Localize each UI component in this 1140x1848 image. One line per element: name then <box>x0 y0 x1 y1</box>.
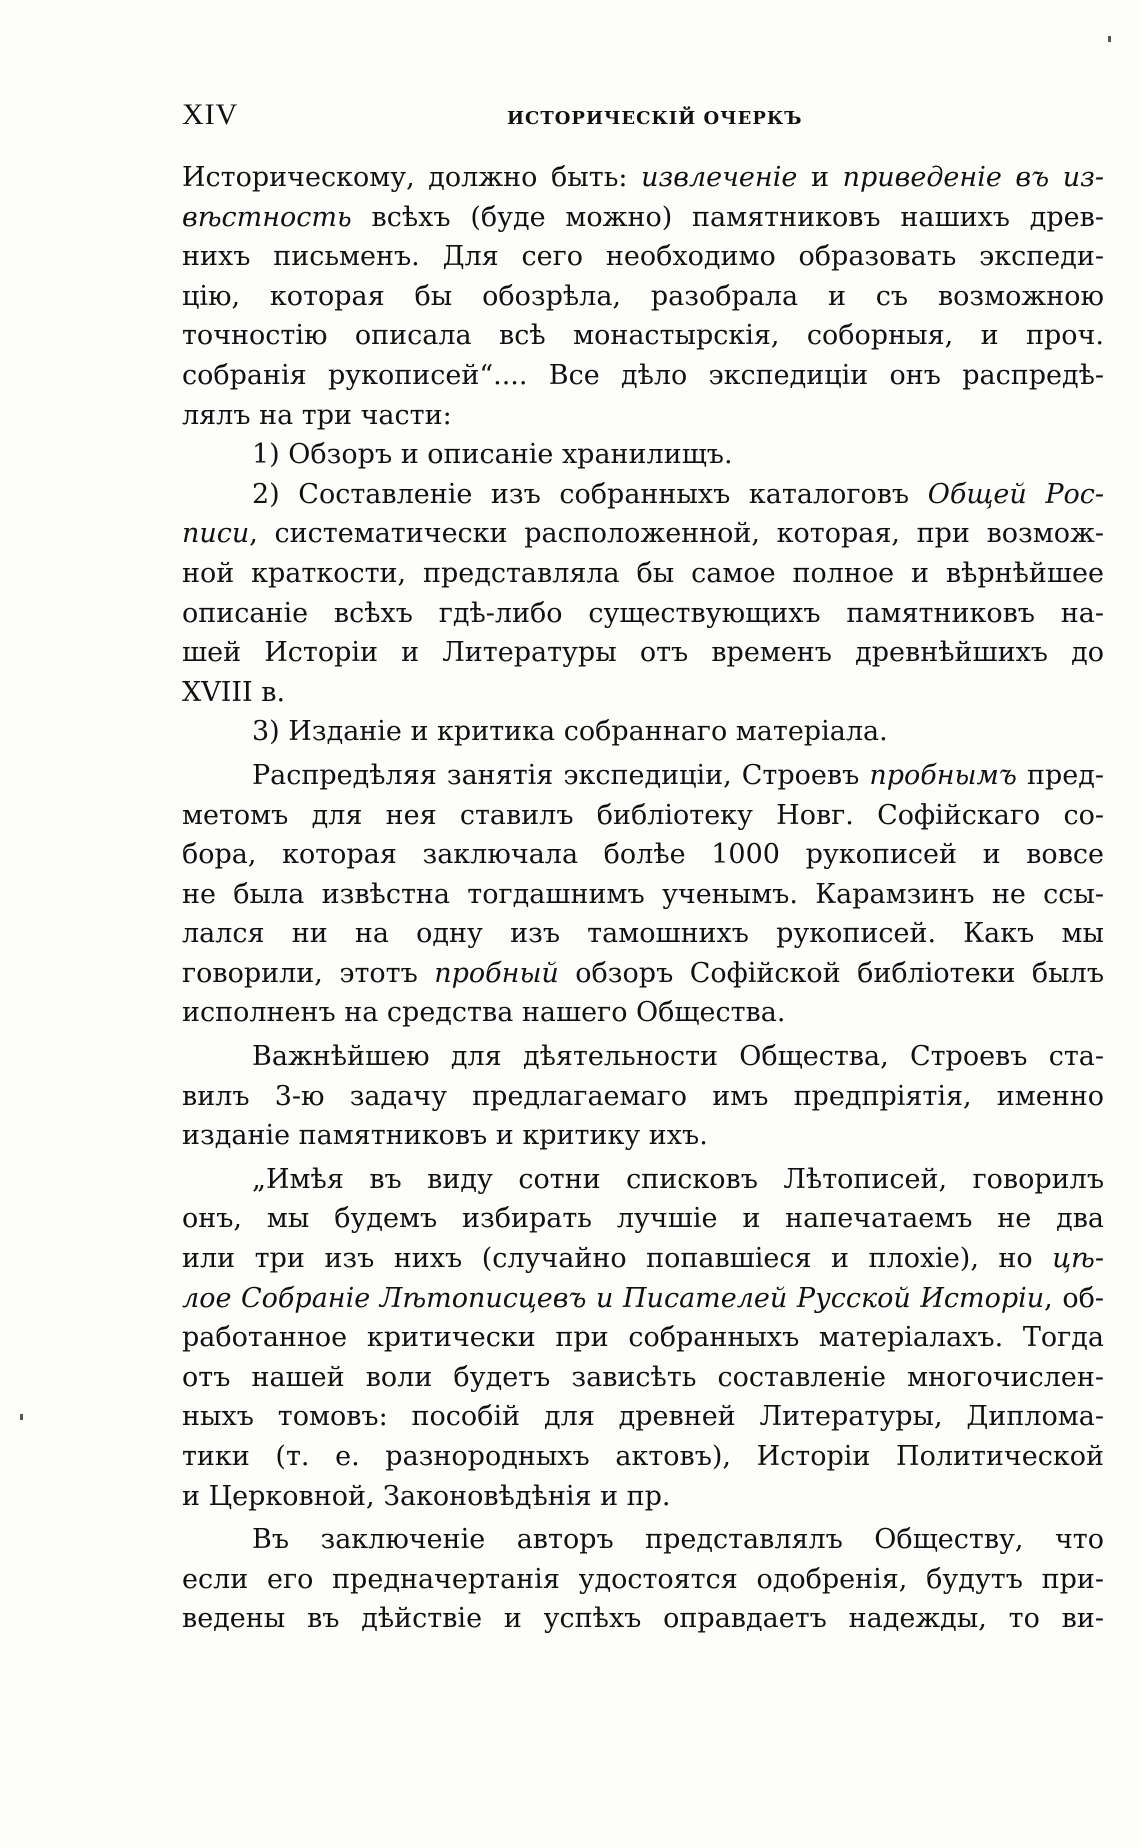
text-run: Въ заключеніе авторъ представлялъ Обществу, что <box>252 1524 1104 1556</box>
margin-mark <box>1108 36 1111 42</box>
text-run: лялъ на три части: <box>182 399 452 431</box>
text-line <box>182 1279 1104 1319</box>
text-line <box>182 594 1104 634</box>
body-text <box>182 158 1104 1639</box>
text-run: ведены въ дѣйствіе и успѣхъ оправдаетъ надежды, то ви- <box>182 1603 1104 1635</box>
text-line <box>182 1437 1104 1477</box>
text-line <box>182 356 1104 396</box>
text-run: и <box>797 162 843 193</box>
italic-text: пробный <box>434 957 559 989</box>
text-run: тики (т. е. разнородныхъ актовъ), Исторіи Политической <box>182 1441 1104 1472</box>
text-run: точностію описала всѣ монастырскія, соборныя, и проч. <box>182 320 1104 352</box>
text-run: 2) Составленіе изъ собранныхъ каталоговъ <box>252 478 928 510</box>
italic-text: писи <box>182 518 250 550</box>
text-line <box>182 475 1104 515</box>
text-line <box>182 277 1104 317</box>
text-line <box>182 1160 1104 1200</box>
text-line <box>182 1199 1104 1239</box>
running-title: ИСТОРИЧЕСКІЙ ОЧЕРКЪ <box>507 108 803 129</box>
text-line <box>182 396 1104 436</box>
text-run: Важнѣйшею для дѣятельности Общества, Строевъ ста- <box>252 1041 1104 1073</box>
text-run: 1) Обзоръ и описаніе хранилищъ. <box>252 439 733 471</box>
text-run: ной краткости, представляла бы самое полное и вѣрнѣйшее <box>182 557 1104 589</box>
text-run: цію, которая бы обозрѣла, разобрала и съ возможною <box>182 280 1104 312</box>
text-run: всѣхъ (буде можно) памятниковъ нашихъ древ- <box>351 201 1104 233</box>
text-run: онъ, мы будемъ избирать лучшіе и напечатаемъ не два <box>182 1203 1104 1235</box>
text-run: исполненъ на средства нашего Общества. <box>182 997 786 1029</box>
text-line <box>182 1599 1104 1639</box>
running-head <box>182 98 1104 138</box>
text-line <box>182 1560 1104 1600</box>
text-run: изданіе памятниковъ и критику ихъ. <box>182 1120 708 1152</box>
text-run: бора, которая заключала болѣе 1000 рукописей и вовсе <box>182 839 1104 871</box>
text-run: метомъ для нея ставилъ библіотеку Новг. Софійскаго со- <box>182 799 1104 831</box>
text-run: , об- <box>1044 1282 1104 1314</box>
text-run: говорили, этотъ <box>182 957 435 989</box>
text-run: или три изъ нихъ (случайно попавшіеся и плохіе), но <box>182 1243 1053 1275</box>
italic-text: цѣ- <box>1052 1243 1104 1275</box>
text-run: если его предначертанія удостоятся одобренія, будутъ при- <box>182 1563 1104 1595</box>
text-line <box>182 435 1104 475</box>
text-line <box>182 796 1104 836</box>
text-run: обзоръ Софійской библіотеки былъ <box>558 957 1104 989</box>
text-line <box>182 914 1104 954</box>
italic-text: пробнымъ <box>869 759 1017 791</box>
text-line <box>182 514 1104 554</box>
text-run: лался ни на одну изъ тамошнихъ рукописей. Какъ мы <box>182 918 1104 950</box>
text-line <box>182 633 1104 673</box>
text-run: 3) Изданіе и критика собраннаго матеріала. <box>252 716 888 748</box>
text-run: отъ нашей воли будетъ зависѣть составленіе многочислен- <box>182 1361 1104 1393</box>
text-line <box>182 198 1104 238</box>
text-line <box>182 1520 1104 1560</box>
text-run: вилъ 3-ю задачу предлагаемаго имъ предпріятія, именно <box>182 1080 1104 1112</box>
text-line <box>182 1318 1104 1358</box>
text-line <box>182 1077 1104 1117</box>
text-run: ныхъ томовъ: пособій для древней Литературы, Диплома- <box>182 1401 1104 1433</box>
text-run: шей Исторіи и Литературы отъ временъ древнѣйшихъ до <box>182 637 1104 669</box>
text-run: работанное критически при собранныхъ матеріалахъ. Тогда <box>182 1322 1104 1354</box>
text-run: не была извѣстна тогдашнимъ ученымъ. Карамзинъ не ссы- <box>182 878 1104 910</box>
text-line <box>182 316 1104 356</box>
text-run: XVIII в. <box>182 676 286 708</box>
text-line <box>182 875 1104 915</box>
text-line <box>182 993 1104 1033</box>
text-run: Распредѣляя занятія экспедиціи, Строевъ <box>252 759 870 791</box>
text-line <box>182 1116 1104 1156</box>
text-run: описаніе всѣхъ гдѣ-либо существующихъ памятниковъ на- <box>182 597 1104 629</box>
text-line <box>182 835 1104 875</box>
text-run: пред- <box>1016 759 1104 791</box>
text-line <box>182 554 1104 594</box>
text-line <box>182 954 1104 994</box>
text-line <box>182 1358 1104 1398</box>
text-line <box>182 756 1104 796</box>
italic-text: приведеніе въ из- <box>842 162 1104 193</box>
italic-text: извлеченіе <box>641 162 798 193</box>
text-line <box>182 1477 1104 1517</box>
text-run: собранія рукописей“.... Все дѣло экспедиціи онъ распредѣ- <box>182 359 1104 391</box>
text-run: нихъ письменъ. Для сего необходимо образовать экспеди- <box>182 241 1104 273</box>
italic-text: лое Собраніе Лѣтописцевъ и Писателей Русской Исторіи <box>182 1282 1045 1314</box>
margin-mark <box>20 1414 23 1420</box>
text-line <box>182 237 1104 277</box>
text-run: Историческому, должно быть: <box>182 162 642 193</box>
text-line <box>182 673 1104 713</box>
text-line <box>182 1397 1104 1437</box>
italic-text: Общей Рос- <box>927 478 1104 510</box>
text-line <box>182 1239 1104 1279</box>
text-run: и Церковной, Законовѣдѣнія и пр. <box>182 1480 671 1512</box>
text-run: „Имѣя въ виду сотни списковъ Лѣтописей, говорилъ <box>252 1163 1104 1195</box>
text-run: , систематически расположенной, которая, при возмож- <box>249 518 1104 550</box>
text-line <box>182 712 1104 752</box>
text-line <box>182 158 1104 198</box>
text-line <box>182 1037 1104 1077</box>
italic-text: вѣстность <box>182 201 352 233</box>
page-number: XIV <box>182 98 239 131</box>
